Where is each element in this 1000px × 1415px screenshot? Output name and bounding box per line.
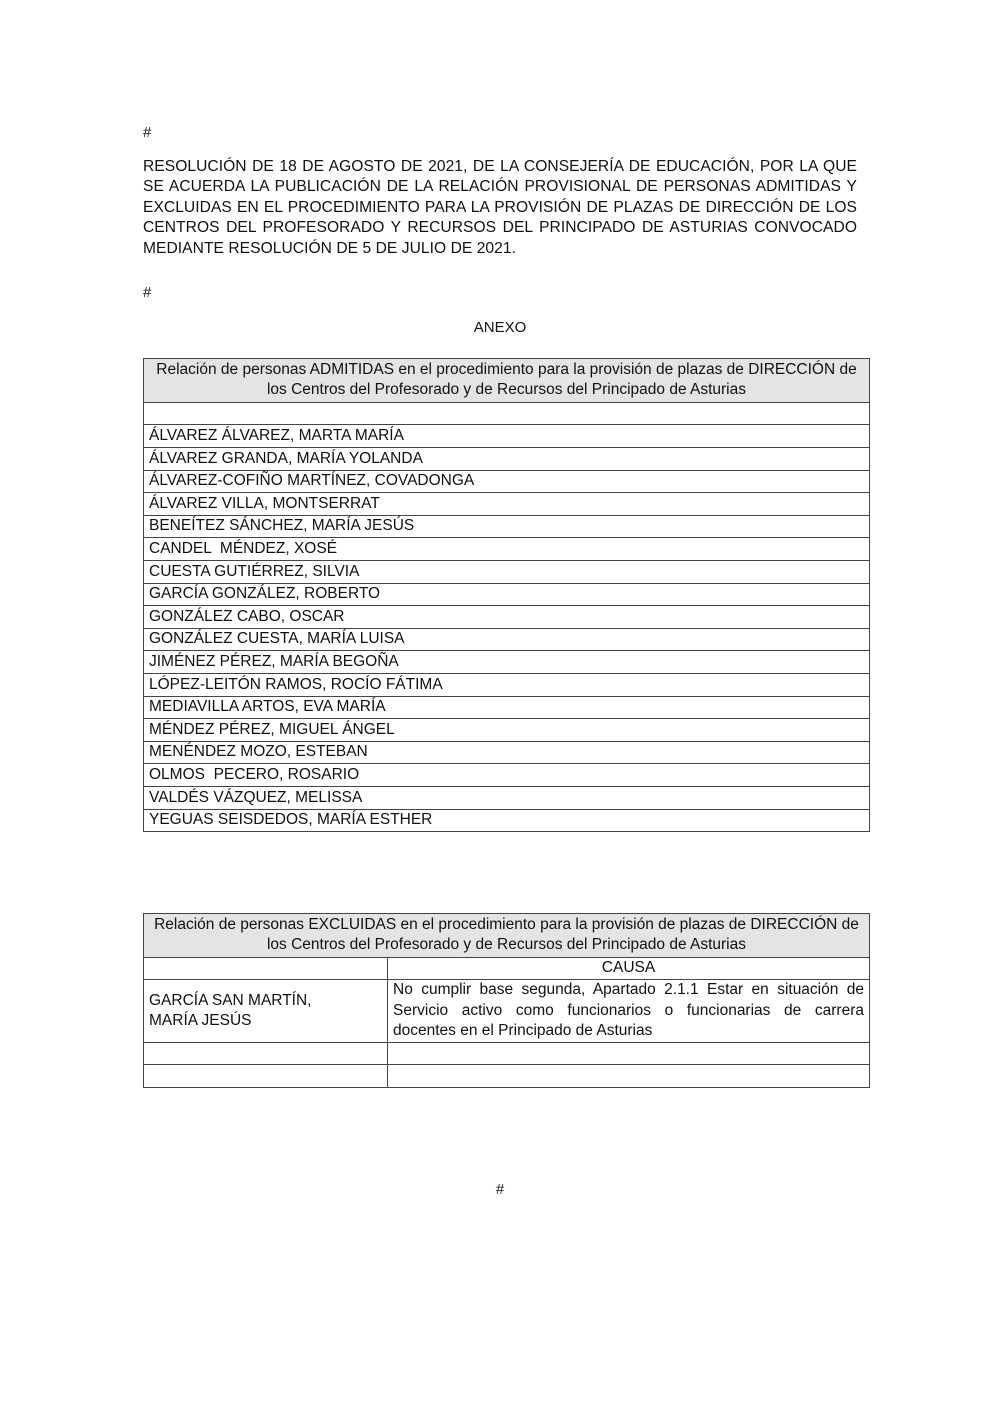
after-title-marker: # [143,284,152,301]
admitted-name-cell: MEDIAVILLA ARTOS, EVA MARÍA [144,696,870,719]
table-row [144,515,870,538]
excluded-name-cell [144,1065,388,1088]
excluded-name-cell [144,1042,388,1065]
admitted-name-cell: GONZÁLEZ CUESTA, MARÍA LUISA [144,628,870,651]
table-column-headers [144,957,870,980]
annex-heading: ANEXO [473,319,527,336]
admitted-name-cell: JIMÉNEZ PÉREZ, MARÍA BEGOÑA [144,651,870,674]
admitted-name-cell: LÓPEZ-LEITÓN RAMOS, ROCÍO FÁTIMA [144,673,870,696]
table-row [144,980,870,1042]
table-row [144,493,870,516]
table-row [144,538,870,561]
admitted-name-cell: OLMOS PECERO, ROSARIO [144,764,870,787]
excluded-table [143,913,870,1088]
admitted-name-cell: ÁLVAREZ ÁLVAREZ, MARTA MARÍA [144,425,870,448]
admitted-table [143,358,870,832]
table-row [144,628,870,651]
admitted-name-cell: VALDÉS VÁZQUEZ, MELISSA [144,786,870,809]
resolution-title: RESOLUCIÓN DE 18 DE AGOSTO DE 2021, DE LA CONSEJERÍA DE EDUCACIÓN, POR LA QUE SE ACUERDA LA PUBLICACIÓN DE LA RELACIÓN PROVISIONAL DE PERSONAS ADMITIDAS Y EXCLUIDAS EN EL PROCEDIMIENTO PARA LA PROVISIÓN DE PLAZAS DE DIRECCIÓN DE LOS CENTROS DEL PROFESORADO Y RECURSOS DEL PRINCIPADO DE ASTURIAS CONVOCADO MEDIANTE RESOLUCIÓN DE 5 DE JULIO DE 2021. [143,158,857,257]
admitted-name-cell: CUESTA GUTIÉRREZ, SILVIA [144,560,870,583]
table-row [144,470,870,493]
table-row [144,1065,870,1088]
admitted-name-cell: BENEÍTEZ SÁNCHEZ, MARÍA JESÚS [144,515,870,538]
excluded-cause-cell: No cumplir base segunda, Apartado 2.1.1 Estar en situación de Servicio activo como funcionarios o funcionarias de carrera docentes en el Principado de Asturias [388,980,870,1042]
excluded-cause-cell [388,1065,870,1088]
excluded-cause-cell [388,1042,870,1065]
table-row [144,764,870,787]
admitted-table-header: Relación de personas ADMITIDAS en el procedimiento para la provisión de plazas de DIRECCIÓN de los Centros del Profesorado y de Recursos del Principado de Asturias [144,359,870,403]
table-row [144,809,870,832]
table-row [144,583,870,606]
table-row [144,402,870,425]
table-row [144,651,870,674]
admitted-name-cell: ÁLVAREZ GRANDA, MARÍA YOLANDA [144,448,870,471]
admitted-name-cell: MENÉNDEZ MOZO, ESTEBAN [144,741,870,764]
table-row [144,741,870,764]
table-row [144,1042,870,1065]
top-marker: # [143,124,152,141]
table-row [144,425,870,448]
table-row [144,696,870,719]
table-row [144,606,870,629]
footer-marker: # [495,1181,505,1198]
excluded-table-header: Relación de personas EXCLUIDAS en el procedimiento para la provisión de plazas de DIRECCIÓN de los Centros del Profesorado y de Recursos del Principado de Asturias [144,914,870,958]
excluded-name-cell: GARCÍA SAN MARTÍN, MARÍA JESÚS [144,980,388,1042]
table-row [144,560,870,583]
admitted-name-cell: GARCÍA GONZÁLEZ, ROBERTO [144,583,870,606]
admitted-name-cell: ÁLVAREZ-COFIÑO MARTÍNEZ, COVADONGA [144,470,870,493]
admitted-name-cell [144,402,870,425]
table-row [144,786,870,809]
admitted-name-cell: ÁLVAREZ VILLA, MONTSERRAT [144,493,870,516]
column-header-name [144,957,388,980]
admitted-name-cell: YEGUAS SEISDEDOS, MARÍA ESTHER [144,809,870,832]
column-header-cause: CAUSA [388,957,870,980]
table-row [144,448,870,471]
admitted-name-cell: CANDEL MÉNDEZ, XOSÉ [144,538,870,561]
table-row [144,673,870,696]
admitted-name-cell: GONZÁLEZ CABO, OSCAR [144,606,870,629]
table-row [144,719,870,742]
admitted-name-cell: MÉNDEZ PÉREZ, MIGUEL ÁNGEL [144,719,870,742]
